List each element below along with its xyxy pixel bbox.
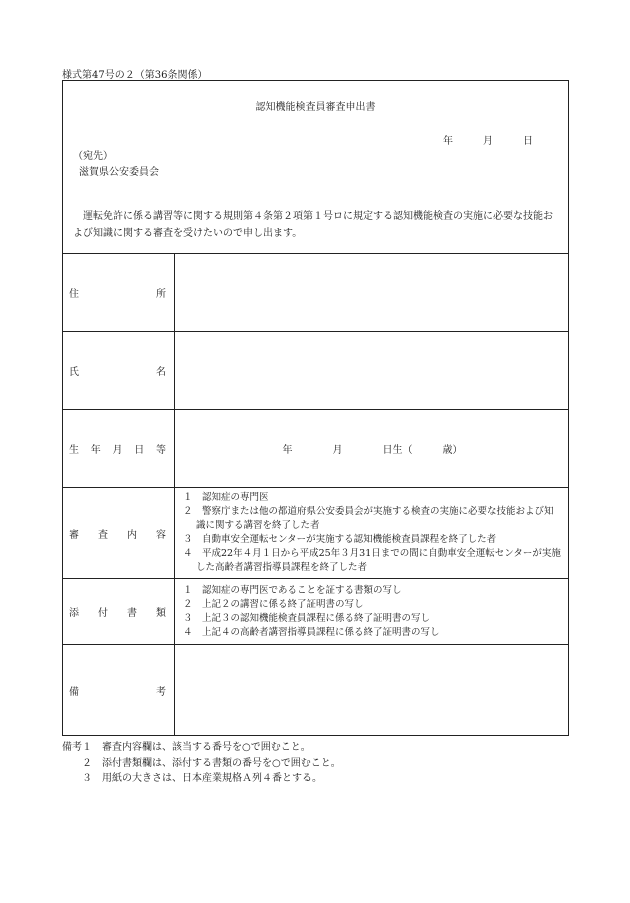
footnote-1: 備考１ 審査内容欄は、該当する番号を○で囲むこと。 (62, 742, 311, 753)
review-content-label-char: 審 (69, 529, 79, 541)
remarks-row (63, 644, 568, 735)
remarks-label-cell (63, 645, 175, 735)
address-label-char: 所 (156, 289, 166, 300)
address-label-cell (63, 254, 175, 331)
footnote-3: ３ 用紙の大きさは、日本産業規格Ａ列４番とする。 (62, 773, 322, 784)
attachments-label-char: 書 (127, 608, 137, 619)
birth-label-char: 月 (112, 445, 123, 456)
birth-input[interactable] (175, 410, 568, 487)
review-option-1[interactable]: １ 認知症の専門医 (183, 492, 269, 503)
declaration-text: 運転免許に係る講習等に関する規則第４条第２項第１号ロに規定する認知機能検査の実施に必要な技能および知識に関する審査を受けたいので申し出ます。 (73, 211, 553, 239)
review-content-label-char: 容 (156, 529, 166, 541)
review-option-4[interactable]: ４ 平成22年４月１日から平成25年３月31日までの間に自動車安全運転センターが実施した高齢者講習指導員課程を終了した者 (183, 548, 561, 573)
date-field[interactable]: 年 月 日 (443, 136, 533, 147)
attachments-label-cell (63, 579, 175, 644)
form-id: 様式第47号の２（第36条関係） (62, 70, 208, 81)
attachment-option-3[interactable]: ３ 上記３の認知機能検査員課程に係る終了証明書の写し (183, 612, 431, 624)
birth-label-char: 年 (90, 445, 101, 456)
birth-label-char: 生 (69, 445, 79, 456)
birth-label (63, 441, 174, 456)
review-content-label (63, 526, 174, 541)
review-content-label-char: 内 (127, 529, 137, 541)
recipient: 滋賀県公安委員会 (79, 167, 159, 178)
attachments-label-char: 付 (98, 608, 108, 619)
review-content-row (63, 487, 568, 578)
attachments-label-char: 添 (69, 608, 79, 619)
name-label (63, 363, 174, 378)
name-input[interactable] (175, 332, 568, 409)
birth-label-char: 日 (134, 445, 145, 456)
application-form (62, 80, 569, 736)
address-label (63, 285, 174, 300)
birth-label-cell (63, 410, 175, 487)
review-content-label-char: 査 (98, 529, 108, 541)
remarks-label (63, 683, 174, 698)
review-content-label-cell (63, 488, 175, 578)
address-input[interactable] (175, 254, 568, 331)
address-row (63, 253, 568, 331)
address-label-char: 住 (69, 289, 79, 300)
review-option-2[interactable]: ２ 警察庁または他の都道府県公安委員会が実施する検査の実施に必要な技能および知識に関する講習を終了した者 (183, 506, 554, 531)
attachments-list (175, 579, 568, 644)
name-label-char: 氏 (69, 367, 79, 378)
attachments-row (63, 578, 568, 644)
review-option-3[interactable]: ３ 自動車安全運転センターが実施する認知機能検査員課程を終了した者 (183, 534, 497, 545)
attachments-label-char: 類 (156, 608, 166, 619)
attachments-label (63, 604, 174, 619)
name-label-cell (63, 332, 175, 409)
review-content-list (175, 488, 568, 578)
form-header (63, 81, 568, 253)
birth-date-line: 年 月 日生（ 歳） (282, 445, 463, 456)
attachment-option-1[interactable]: １ 認知症の専門医であることを証する書類の写し (183, 584, 402, 596)
name-row (63, 331, 568, 409)
remarks-input[interactable] (175, 645, 568, 735)
attachment-option-2[interactable]: ２ 上記２の講習に係る終了証明書の写し (183, 598, 364, 610)
addressee-label: （宛先） (73, 151, 113, 162)
footnotes (62, 740, 341, 787)
remarks-label-char: 考 (156, 686, 166, 698)
document-title: 認知機能検査員審査申出書 (255, 102, 376, 113)
birth-label-char: 等 (156, 445, 166, 456)
footnote-2: ２ 添付書類欄は、添付する書類の番号を○で囲むこと。 (62, 757, 341, 769)
name-label-char: 名 (156, 367, 166, 378)
birth-row (63, 409, 568, 487)
attachment-option-4[interactable]: ４ 上記４の高齢者講習指導員課程に係る終了証明書の写し (183, 626, 440, 638)
remarks-label-char: 備 (69, 686, 79, 698)
